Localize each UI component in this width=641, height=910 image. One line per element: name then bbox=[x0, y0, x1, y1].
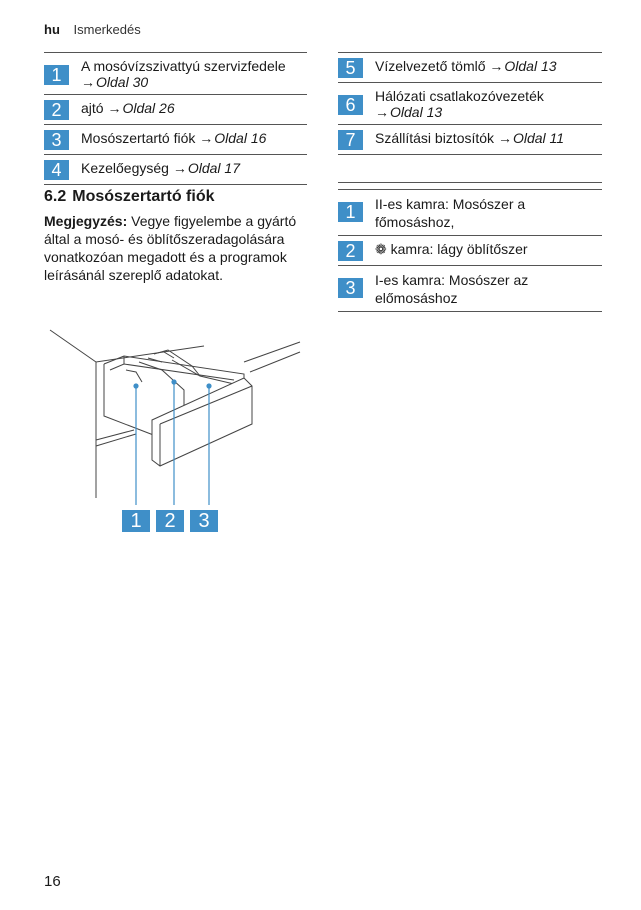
page-number: 16 bbox=[44, 873, 61, 890]
item-label: Vízelvezető tömlő bbox=[375, 58, 490, 74]
page-reference[interactable]: Oldal 13 bbox=[504, 58, 557, 74]
item-number: 3 bbox=[338, 278, 363, 298]
illustration-callouts bbox=[122, 509, 218, 532]
item-text bbox=[81, 159, 307, 176]
item-label: Kezelőegység bbox=[81, 160, 173, 176]
legend-item bbox=[338, 83, 602, 125]
item-number: 2 bbox=[44, 100, 69, 120]
arrow-icon: → bbox=[497, 130, 512, 146]
page-reference[interactable]: Oldal 30 bbox=[96, 74, 149, 90]
item-text bbox=[375, 87, 602, 120]
item-number: 3 bbox=[44, 130, 69, 150]
arrow-icon: → bbox=[172, 160, 187, 176]
chapter-name: Ismerkedés bbox=[73, 22, 141, 37]
item-text bbox=[81, 99, 307, 116]
arrow-icon: → bbox=[375, 104, 389, 120]
arrow-icon: → bbox=[107, 100, 122, 116]
legend-right bbox=[338, 52, 602, 183]
arrow-icon: → bbox=[81, 74, 95, 90]
callout-number: 1 bbox=[122, 510, 150, 532]
item-number: 5 bbox=[338, 58, 363, 78]
legend-item bbox=[338, 125, 602, 155]
compartment-item bbox=[338, 266, 602, 312]
page-reference[interactable]: Oldal 26 bbox=[122, 100, 175, 116]
item-text bbox=[375, 240, 602, 257]
legend-item bbox=[44, 95, 307, 125]
compartment-item bbox=[338, 236, 602, 266]
detergent-drawer-illustration bbox=[44, 320, 304, 505]
arrow-icon: → bbox=[199, 130, 214, 146]
item-text bbox=[81, 129, 307, 146]
item-text bbox=[375, 57, 602, 74]
item-label: Szállítási biztosítók bbox=[375, 130, 498, 146]
note-text: Vegye figyelembe a gyártó által a mosó- és öblítőszeradagolására vonatkozóan megadott és a programok leírásánál szereplő adatokat. bbox=[44, 213, 297, 283]
legend-item bbox=[44, 125, 307, 155]
section-number: 6.2 bbox=[44, 188, 67, 205]
arrow-icon: → bbox=[489, 58, 504, 74]
compartment-item bbox=[338, 190, 602, 236]
item-number: 2 bbox=[338, 241, 363, 261]
note-label: Megjegyzés: bbox=[44, 213, 128, 229]
legend-item bbox=[44, 53, 307, 95]
item-text bbox=[81, 57, 307, 90]
legend-empty-row bbox=[338, 155, 602, 183]
page-reference[interactable]: Oldal 11 bbox=[512, 130, 565, 146]
section-title: Mosószertartó fiók bbox=[72, 188, 215, 205]
item-number: 1 bbox=[338, 202, 363, 222]
flower-icon: ❁ bbox=[375, 241, 387, 257]
legend-item bbox=[44, 155, 307, 185]
callout-number: 2 bbox=[156, 510, 184, 532]
page-header bbox=[44, 22, 141, 37]
item-text: I-es kamra: Mosószer az előmosáshoz bbox=[375, 272, 529, 306]
item-text: II-es kamra: Mosószer a főmosáshoz, bbox=[375, 196, 526, 230]
page-reference[interactable]: Oldal 13 bbox=[390, 104, 443, 120]
item-label: ajtó bbox=[81, 100, 108, 116]
compartment-legend bbox=[338, 189, 602, 312]
legend-left bbox=[44, 52, 307, 185]
item-number: 7 bbox=[338, 130, 363, 150]
item-label: kamra: lágy öblítőszer bbox=[386, 241, 528, 257]
note-paragraph bbox=[44, 212, 307, 284]
item-number: 1 bbox=[44, 65, 69, 85]
section-heading bbox=[44, 188, 215, 206]
item-number: 6 bbox=[338, 95, 363, 115]
page-reference[interactable]: Oldal 16 bbox=[214, 130, 267, 146]
legend-item bbox=[338, 53, 602, 83]
item-text bbox=[375, 129, 602, 146]
callout-number: 3 bbox=[190, 510, 218, 532]
language-code: hu bbox=[44, 22, 60, 37]
item-label: A mosóvízszivattyú szervizfedele bbox=[81, 58, 286, 74]
item-number: 4 bbox=[44, 160, 69, 180]
item-label: Mosószertartó fiók bbox=[81, 130, 200, 146]
item-label: Hálózati csatlakozóvezeték bbox=[375, 88, 544, 104]
page-reference[interactable]: Oldal 17 bbox=[187, 160, 240, 176]
